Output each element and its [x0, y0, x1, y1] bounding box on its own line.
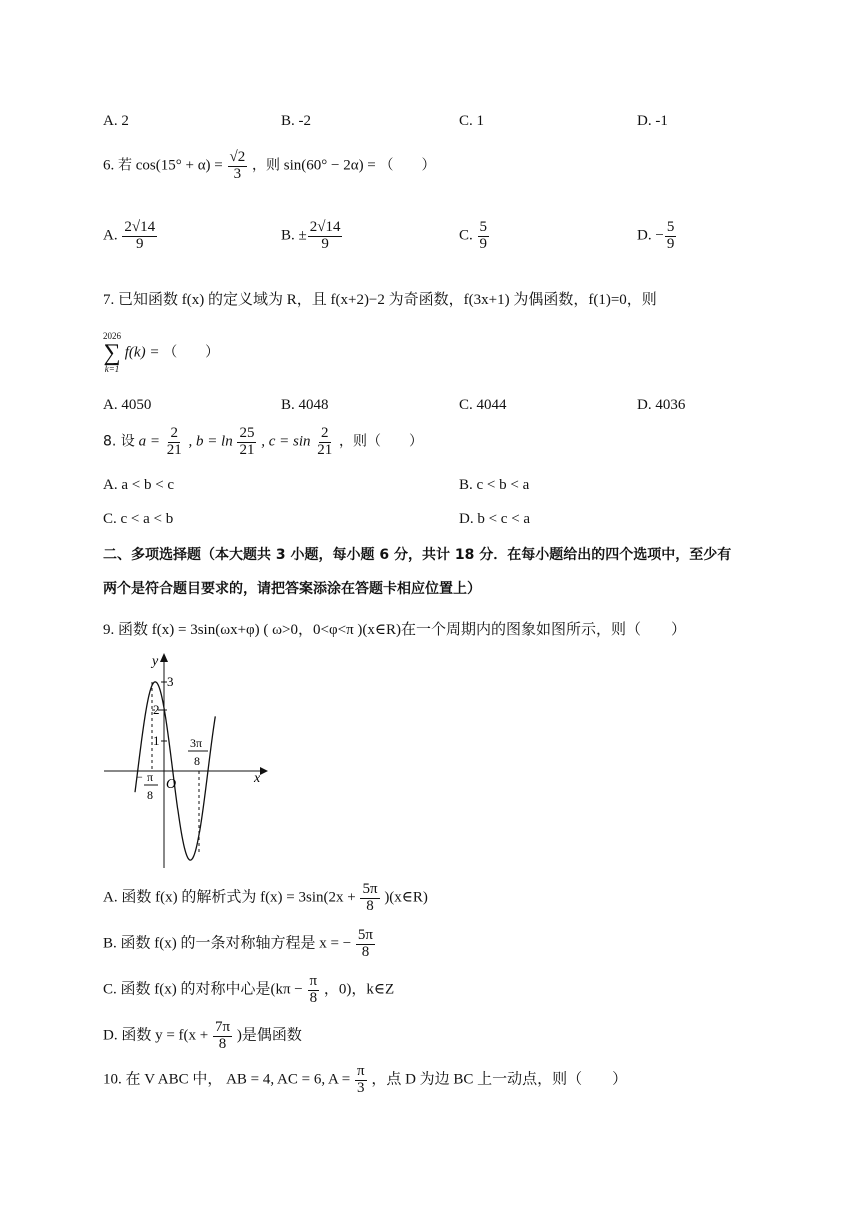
q7-option-a: A. 4050: [103, 397, 152, 413]
x-pos-num: 3π: [190, 736, 203, 750]
x-pos-den: 8: [194, 754, 200, 768]
q6-option-c: C. $\frac{5}{9}$: [459, 219, 488, 252]
q5-option-c: C. 1: [459, 113, 485, 129]
q5-option-d: D. ‐1: [637, 113, 668, 129]
q7-sum: 2026 ∑ k=1 f(k) = （ ）: [103, 331, 220, 374]
q7-stem: 7. 已知函数 f(x) 的定义域为 R，且 f(x+2)−2 为奇函数，f(3x+1) 为偶函数，f(1)=0，则: [103, 292, 657, 308]
x-axis-arrow: [260, 767, 268, 775]
section-2-heading-line1: 二、多项选择题（本大题共 3 小题，每小题 6 分，共计 18 分．在每小题给出的四个选项中，至少有: [103, 547, 732, 563]
q9-option-b: B. 函数 f(x) 的一条对称轴方程是 x = − $\frac{5\pi}{8}$: [103, 927, 373, 960]
q9-option-c: C. 函数 f(x) 的对称中心是(kπ − $\frac{\pi}{8}$ ，0)，k∈Z: [103, 973, 395, 1006]
q9-option-a: A. 函数 f(x) 的解析式为 f(x) = 3sin(2x + $\frac{5\pi}{8}$ )(x∈R): [103, 881, 428, 914]
x-neg-sign: −: [136, 770, 143, 784]
q6-option-a: A. $\frac{2√14}{9}$: [103, 219, 156, 252]
q10-stem: 10. 在 V ABC 中， AB = 4, AC = 6, A = $\frac{\pi}{3}$ ，点 D 为边 BC 上一动点，则（ ）: [103, 1063, 628, 1096]
q8-option-c: C. c < a < b: [103, 511, 174, 527]
x-neg-den: 8: [147, 788, 153, 802]
q7-option-c: C. 4044: [459, 397, 507, 413]
y-axis-arrow: [160, 653, 168, 662]
x-axis-label: x: [254, 771, 261, 786]
q8-option-a: A. a < b < c: [103, 477, 175, 493]
q6-option-d: D. − $\frac{5}{9}$: [637, 219, 675, 252]
y-tick-label-3: 3: [167, 674, 174, 689]
origin-label: O: [166, 777, 177, 792]
q8-option-b: B. c < b < a: [459, 477, 530, 493]
q6-stem: 6. 若 cos(15° + α) = $\frac{√2}{3}$ ，则 sin(60° − 2α) = （ ）: [103, 149, 436, 182]
q7-option-b: B. 4048: [281, 397, 329, 413]
q7-option-d: D. 4036: [637, 397, 686, 413]
q6-option-b: B. ± $\frac{2√14}{9}$: [281, 219, 341, 252]
q8-option-d: D. b < c < a: [459, 511, 531, 527]
y-axis-label: y: [152, 654, 159, 669]
q6-number: 6.: [103, 157, 115, 174]
q5-option-a: A. 2: [103, 113, 129, 129]
section-2-heading-line2: 两个是符合题目要求的，请把答案添涂在答题卡相应位置上）: [103, 581, 481, 597]
x-neg-num: π: [147, 770, 154, 784]
q9-option-d: D. 函数 y = f(x + $\frac{7\pi}{8}$ )是偶函数: [103, 1019, 302, 1052]
q5-option-b: B. ‐2: [281, 113, 311, 129]
y-tick-label-1: 1: [153, 733, 160, 748]
y-tick-label-2: 2: [153, 702, 160, 717]
q9-sine-graph: [100, 650, 270, 875]
q8-stem: 8. 设 a = $\frac{2}{21}$ , b = ln $\frac{25}{21}$ , c = sin $\frac{2}{21}$ ，则（ ）: [103, 425, 424, 458]
q9-stem: 9. 函数 f(x) = 3sin(ωx+φ) ( ω>0，0<φ<π )(x∈R)在一个周期内的图象如图所示，则（ ）: [103, 622, 687, 638]
